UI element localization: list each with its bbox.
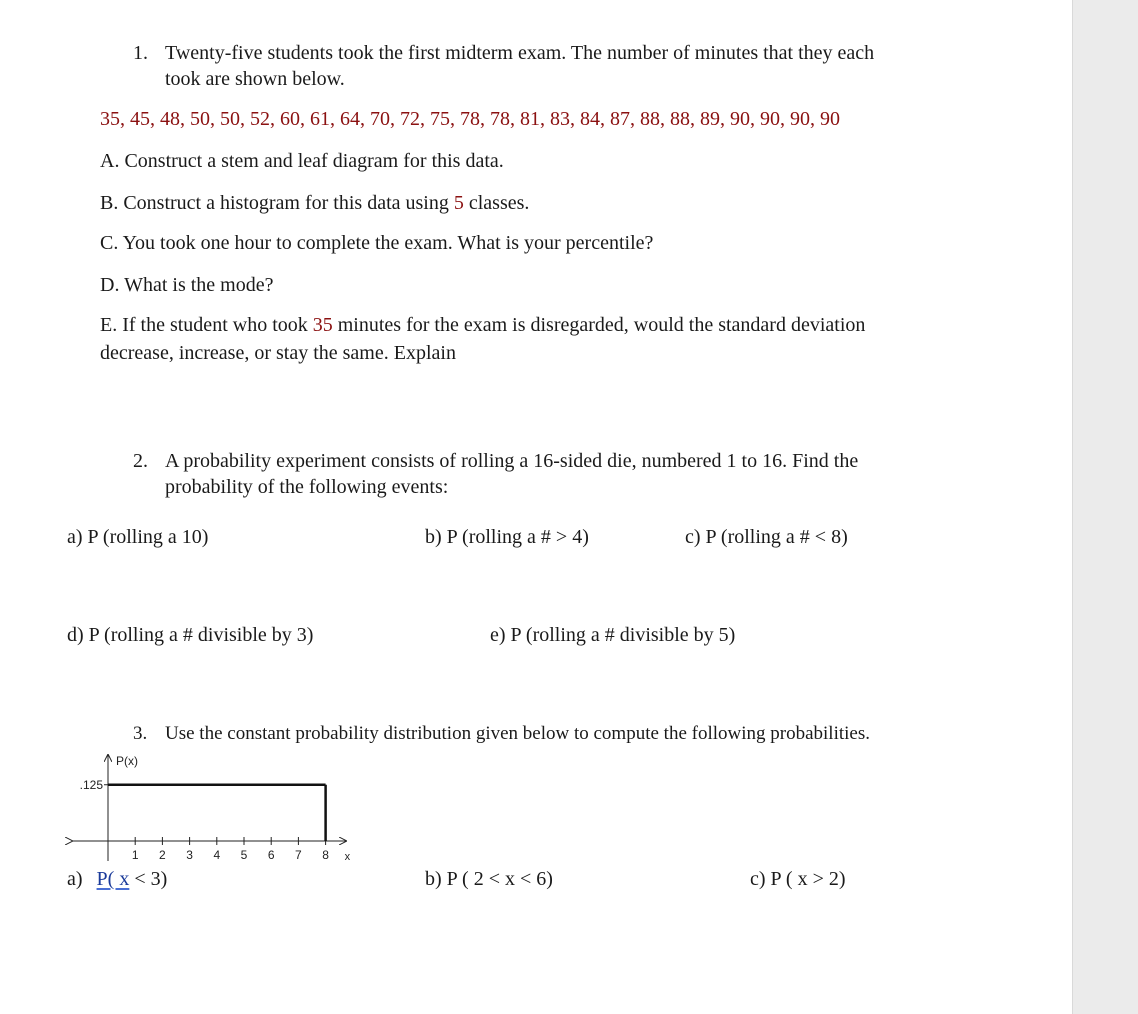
x-tick-label: 5 (240, 848, 248, 862)
x-tick-label: 3 (186, 848, 193, 862)
q3-intro: Use the constant probability distribution given below to compute the following probabilities. (165, 723, 870, 744)
q1-part-b (100, 190, 529, 216)
q1-data-values: 35, 45, 48, 50, 50, 52, 60, 61, 64, 70, 72, 75, 78, 78, 81, 83, 84, 87, 88, 88, 89, 90, 90, 90, 90 (100, 108, 840, 130)
q1-part-b-pre: B. Construct a histogram for this data using (100, 192, 454, 214)
distribution-chart (50, 745, 370, 873)
q2-intro-line2: probability of the following events: (165, 476, 449, 498)
x-tick-label: 1 (131, 848, 139, 862)
q1-part-a: A. Construct a stem and leaf diagram for this data. (100, 150, 504, 172)
y-axis-label: P(x) (116, 754, 138, 768)
q1-part-e-num: 35 (312, 314, 333, 336)
x-tick-label: 2 (159, 848, 166, 862)
q1-part-e-post: minutes for the exam is disregarded, would the standard deviation (332, 314, 866, 336)
x-tick-label: 8 (322, 848, 329, 862)
q3-part-b: b) P ( 2 < x < 6) (425, 868, 553, 890)
q2-intro-line1: A probability experiment consists of rolling a 16-sided die, numbered 1 to 16. Find the (165, 450, 859, 472)
q3-part-a-underlined: P( x (96, 868, 130, 890)
q3-part-a (67, 866, 167, 892)
x-axis-label: x (344, 851, 351, 863)
q2-number: 2. (133, 450, 148, 472)
x-tick-label: 4 (213, 848, 221, 862)
q3-part-a-label: a) (67, 868, 83, 890)
q2-part-c: c) P (rolling a # < 8) (685, 526, 848, 548)
q1-part-e-pre: E. If the student who took (100, 314, 313, 336)
q1-part-e (100, 312, 865, 338)
page-gutter (1072, 0, 1138, 1014)
q3-part-a-rest: < 3) (129, 868, 168, 890)
q1-part-b-num: 5 (453, 192, 464, 214)
y-tick-label: .125 (79, 777, 103, 792)
q1-part-d: D. What is the mode? (100, 274, 274, 296)
x-tick-label: 7 (295, 848, 302, 862)
q2-part-d: d) P (rolling a # divisible by 3) (67, 624, 314, 646)
q2-part-b: b) P (rolling a # > 4) (425, 526, 589, 548)
q1-part-c: C. You took one hour to complete the exam. What is your percentile? (100, 232, 654, 254)
q2-part-a: a) P (rolling a 10) (67, 526, 209, 548)
q1-intro-line1: Twenty-five students took the first midterm exam. The number of minutes that they each (165, 42, 875, 64)
x-tick-label: 6 (267, 848, 275, 862)
q1-number: 1. (133, 42, 148, 64)
q3-part-c: c) P ( x > 2) (750, 868, 846, 890)
q1-part-e-line2: decrease, increase, or stay the same. Explain (100, 342, 456, 364)
q1-part-b-post: classes. (463, 192, 530, 214)
q3-number: 3. (133, 723, 148, 744)
q1-intro-line2: took are shown below. (165, 68, 345, 90)
q2-part-e: e) P (rolling a # divisible by 5) (490, 624, 736, 646)
